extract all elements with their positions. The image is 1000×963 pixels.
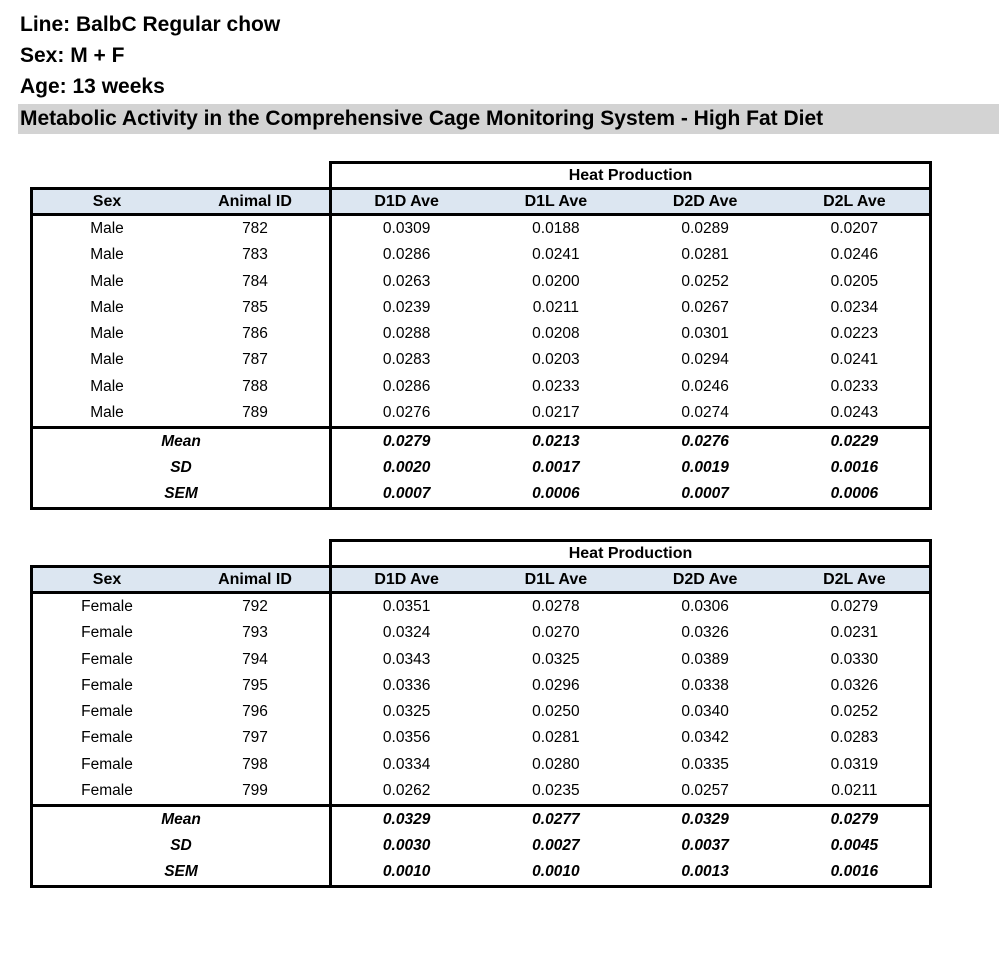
column-header: D2D Ave <box>672 192 738 210</box>
animal-id-cell: 787 <box>242 351 268 369</box>
data-rows-section <box>30 213 965 429</box>
body-left-block <box>30 213 332 429</box>
summary-value-cell: 0.0329 <box>681 811 729 828</box>
table-row <box>33 752 329 778</box>
value-cell: 0.0326 <box>681 624 729 642</box>
sex-cell: Male <box>90 298 124 316</box>
header-right-block <box>329 565 932 594</box>
sex-cell: Female <box>81 703 133 721</box>
value-cell: 0.0335 <box>681 755 729 773</box>
value-cell: 0.0207 <box>830 220 879 238</box>
summary-row <box>332 859 929 885</box>
summary-row <box>332 455 929 481</box>
summary-label: Mean <box>161 433 201 450</box>
summary-value-cell: 0.0016 <box>830 459 879 476</box>
value-cell: 0.0203 <box>532 351 580 369</box>
value-cell: 0.0306 <box>681 598 729 616</box>
summary-row <box>33 807 329 833</box>
animal-id-cell: 783 <box>242 246 268 264</box>
value-cell: 0.0343 <box>382 650 431 668</box>
summary-value-cell: 0.0019 <box>681 459 729 476</box>
summary-value-cell: 0.0277 <box>532 811 580 828</box>
summary-value-cell: 0.0276 <box>681 433 729 450</box>
table-row <box>332 295 929 321</box>
page-title: Metabolic Activity in the Comprehensive Cage Monitoring System - High Fat Diet <box>18 104 999 134</box>
table-row <box>332 647 929 673</box>
body-left-block <box>30 591 332 807</box>
summary-row <box>33 429 329 455</box>
animal-id-cell: 797 <box>242 729 268 747</box>
column-header: Sex <box>92 570 122 588</box>
summary-value-cell: 0.0279 <box>382 433 431 450</box>
table-row <box>332 242 929 268</box>
value-cell: 0.0262 <box>382 781 431 799</box>
value-cell: 0.0239 <box>382 298 431 316</box>
summary-left-block <box>30 426 332 510</box>
sex-cell: Female <box>81 676 133 694</box>
sex-cell: Female <box>81 755 133 773</box>
summary-section <box>30 804 965 888</box>
summary-value-cell: 0.0213 <box>532 433 580 450</box>
summary-value-cell: 0.0007 <box>382 485 431 502</box>
table-row <box>332 699 929 725</box>
table-row <box>332 400 929 426</box>
value-cell: 0.0235 <box>532 781 580 799</box>
table-row <box>332 620 929 646</box>
value-cell: 0.0234 <box>830 298 879 316</box>
table-row <box>33 242 329 268</box>
table-row <box>33 216 329 242</box>
line-info: Line: BalbC Regular chow <box>20 13 281 36</box>
animal-id-cell: 788 <box>242 377 268 395</box>
table-row <box>33 269 329 295</box>
value-cell: 0.0283 <box>830 729 879 747</box>
summary-row <box>33 455 329 481</box>
animal-id-cell: 796 <box>242 703 268 721</box>
female-table <box>30 539 965 888</box>
summary-value-cell: 0.0007 <box>681 485 729 502</box>
table-row <box>332 321 929 347</box>
summary-value-cell: 0.0030 <box>382 837 431 854</box>
table-row <box>33 400 329 426</box>
value-cell: 0.0324 <box>382 624 431 642</box>
summary-label: SEM <box>164 863 198 880</box>
value-cell: 0.0278 <box>532 598 580 616</box>
summary-section <box>30 426 965 510</box>
summary-value-cell: 0.0013 <box>681 863 729 880</box>
summary-value-cell: 0.0229 <box>830 433 879 450</box>
table-row <box>33 699 329 725</box>
value-cell: 0.0246 <box>681 377 729 395</box>
value-cell: 0.0217 <box>532 403 580 421</box>
value-cell: 0.0340 <box>681 703 729 721</box>
value-cell: 0.0252 <box>830 703 879 721</box>
value-cell: 0.0286 <box>382 246 431 264</box>
value-cell: 0.0233 <box>830 377 879 395</box>
summary-value-cell: 0.0037 <box>681 837 729 854</box>
sex-cell: Male <box>90 403 124 421</box>
table-row <box>33 620 329 646</box>
value-cell: 0.0334 <box>382 755 431 773</box>
value-cell: 0.0326 <box>830 676 879 694</box>
value-cell: 0.0288 <box>382 325 431 343</box>
summary-value-cell: 0.0045 <box>830 837 879 854</box>
value-cell: 0.0246 <box>830 246 879 264</box>
value-cell: 0.0223 <box>830 325 879 343</box>
summary-value-cell: 0.0027 <box>532 837 580 854</box>
table-row <box>33 778 329 804</box>
summary-value-cell: 0.0279 <box>830 811 879 828</box>
summary-row <box>332 429 929 455</box>
sex-cell: Male <box>90 220 124 238</box>
value-cell: 0.0243 <box>830 403 879 421</box>
column-header: Animal ID <box>218 192 292 210</box>
animal-id-cell: 785 <box>242 298 268 316</box>
table-row <box>332 269 929 295</box>
value-cell: 0.0263 <box>382 272 431 290</box>
value-cell: 0.0267 <box>681 298 729 316</box>
sex-cell: Male <box>90 272 124 290</box>
value-cell: 0.0356 <box>382 729 431 747</box>
value-cell: 0.0325 <box>532 650 580 668</box>
value-cell: 0.0281 <box>681 246 729 264</box>
value-cell: 0.0281 <box>532 729 580 747</box>
value-cell: 0.0211 <box>831 781 878 799</box>
summary-row <box>332 833 929 859</box>
table-row <box>33 295 329 321</box>
table-row <box>33 647 329 673</box>
header-right-block <box>329 187 932 216</box>
value-cell: 0.0309 <box>382 220 431 238</box>
body-right-block <box>329 591 932 807</box>
animal-id-cell: 799 <box>242 781 268 799</box>
table-row <box>332 347 929 373</box>
group-header-row <box>30 161 965 190</box>
report-meta <box>0 0 1000 102</box>
column-header: Sex <box>92 192 122 210</box>
sex-cell: Male <box>90 377 124 395</box>
value-cell: 0.0389 <box>681 650 729 668</box>
sex-cell: Female <box>81 624 133 642</box>
table-row <box>332 752 929 778</box>
table-row <box>332 594 929 620</box>
summary-value-cell: 0.0010 <box>532 863 580 880</box>
value-cell: 0.0325 <box>382 703 431 721</box>
value-cell: 0.0319 <box>830 755 879 773</box>
summary-row <box>33 859 329 885</box>
value-cell: 0.0336 <box>382 676 431 694</box>
age-info: Age: 13 weeks <box>20 75 165 98</box>
summary-value-cell: 0.0006 <box>532 485 580 502</box>
summary-value-cell: 0.0017 <box>532 459 580 476</box>
table-row <box>332 374 929 400</box>
animal-id-cell: 798 <box>242 755 268 773</box>
heat-production-header: Heat Production <box>329 161 932 190</box>
animal-id-cell: 792 <box>242 598 268 616</box>
value-cell: 0.0289 <box>681 220 729 238</box>
table-row <box>33 673 329 699</box>
header-left-block <box>30 187 332 216</box>
column-header: D1D Ave <box>374 192 439 210</box>
animal-id-cell: 782 <box>242 220 268 238</box>
value-cell: 0.0342 <box>681 729 729 747</box>
value-cell: 0.0200 <box>532 272 580 290</box>
summary-value-cell: 0.0006 <box>830 485 879 502</box>
table-row <box>332 725 929 751</box>
sex-cell: Female <box>81 781 133 799</box>
table-row <box>33 347 329 373</box>
summary-value-cell: 0.0016 <box>830 863 879 880</box>
animal-id-cell: 793 <box>242 624 268 642</box>
value-cell: 0.0294 <box>681 351 729 369</box>
value-cell: 0.0188 <box>532 220 580 238</box>
summary-label: SD <box>170 459 192 476</box>
summary-value-cell: 0.0010 <box>382 863 431 880</box>
table-row <box>332 673 929 699</box>
header-left-block <box>30 565 332 594</box>
summary-row <box>33 481 329 507</box>
heat-production-header: Heat Production <box>329 539 932 568</box>
value-cell: 0.0205 <box>830 272 879 290</box>
column-header-row <box>30 565 965 594</box>
column-header: D1D Ave <box>374 570 439 588</box>
group-header-spacer <box>30 539 332 568</box>
group-header-spacer <box>30 161 332 190</box>
animal-id-cell: 795 <box>242 676 268 694</box>
value-cell: 0.0280 <box>532 755 580 773</box>
value-cell: 0.0283 <box>382 351 431 369</box>
value-cell: 0.0276 <box>382 403 431 421</box>
value-cell: 0.0208 <box>532 325 580 343</box>
sex-cell: Female <box>81 650 133 668</box>
sex-cell: Male <box>90 351 124 369</box>
summary-row <box>332 481 929 507</box>
value-cell: 0.0257 <box>681 781 729 799</box>
value-cell: 0.0330 <box>830 650 879 668</box>
animal-id-cell: 789 <box>242 403 268 421</box>
summary-row <box>332 807 929 833</box>
column-header: D1L Ave <box>524 192 588 210</box>
summary-right-block <box>329 426 932 510</box>
animal-id-cell: 784 <box>242 272 268 290</box>
table-row <box>33 725 329 751</box>
value-cell: 0.0211 <box>532 298 579 316</box>
value-cell: 0.0252 <box>681 272 729 290</box>
summary-label: SD <box>170 837 192 854</box>
value-cell: 0.0250 <box>532 703 580 721</box>
summary-label: SEM <box>164 485 198 502</box>
summary-value-cell: 0.0329 <box>382 811 431 828</box>
sex-cell: Male <box>90 325 124 343</box>
value-cell: 0.0286 <box>382 377 431 395</box>
value-cell: 0.0241 <box>830 351 879 369</box>
value-cell: 0.0274 <box>681 403 729 421</box>
column-header: D2L Ave <box>823 570 886 588</box>
sex-cell: Male <box>90 246 124 264</box>
summary-left-block <box>30 804 332 888</box>
table-row <box>332 216 929 242</box>
data-rows-section <box>30 591 965 807</box>
body-right-block <box>329 213 932 429</box>
value-cell: 0.0279 <box>830 598 879 616</box>
animal-id-cell: 794 <box>242 650 268 668</box>
value-cell: 0.0231 <box>830 624 879 642</box>
table-row <box>332 778 929 804</box>
table-row <box>33 374 329 400</box>
value-cell: 0.0296 <box>532 676 580 694</box>
value-cell: 0.0270 <box>532 624 580 642</box>
value-cell: 0.0233 <box>532 377 580 395</box>
value-cell: 0.0241 <box>532 246 580 264</box>
animal-id-cell: 786 <box>242 325 268 343</box>
column-header: D1L Ave <box>524 570 588 588</box>
sex-cell: Female <box>81 729 133 747</box>
summary-row <box>33 833 329 859</box>
sex-info: Sex: M + F <box>20 44 125 67</box>
column-header: Animal ID <box>218 570 292 588</box>
column-header: D2D Ave <box>672 570 738 588</box>
summary-right-block <box>329 804 932 888</box>
sex-cell: Female <box>81 598 133 616</box>
summary-label: Mean <box>161 811 201 828</box>
male-table <box>30 161 965 510</box>
group-header-row <box>30 539 965 568</box>
table-row <box>33 321 329 347</box>
value-cell: 0.0351 <box>382 598 431 616</box>
value-cell: 0.0301 <box>681 325 729 343</box>
column-header: D2L Ave <box>823 192 886 210</box>
value-cell: 0.0338 <box>681 676 729 694</box>
column-header-row <box>30 187 965 216</box>
summary-value-cell: 0.0020 <box>382 459 431 476</box>
table-row <box>33 594 329 620</box>
